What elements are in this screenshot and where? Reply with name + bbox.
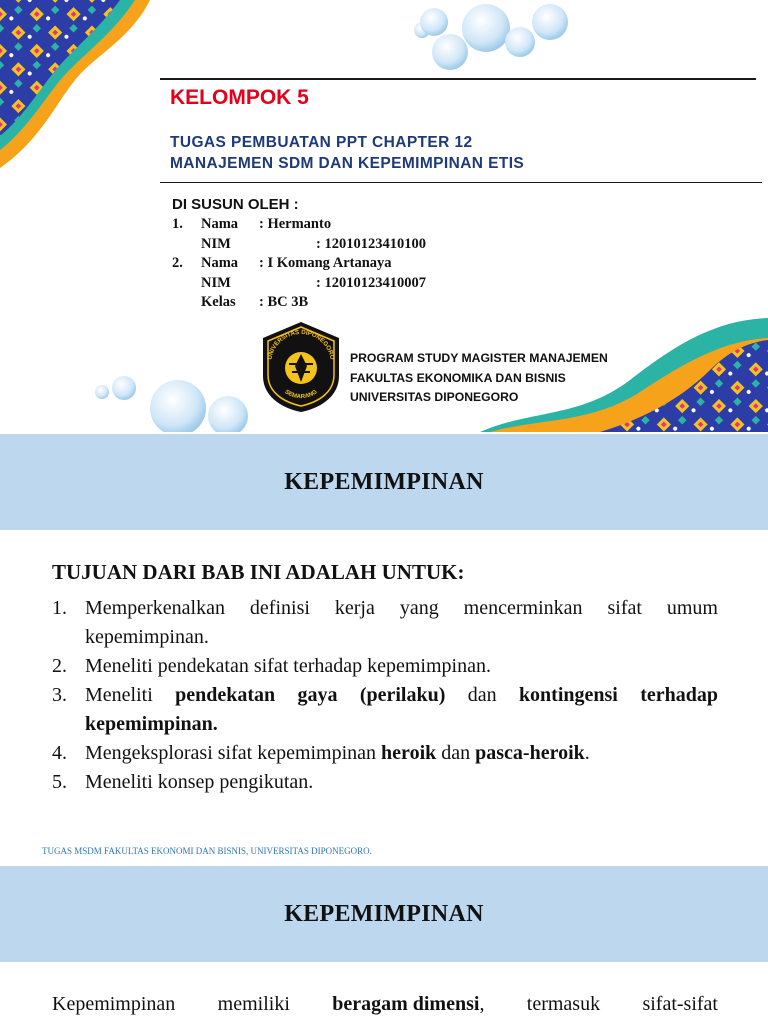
bubbles-top [400,0,600,80]
slide-footer: TUGAS MSDM FAKULTAS EKONOMI DAN BISNIS, UNIVERSITAS DIPONEGORO. [42,846,372,856]
section-band [0,434,768,530]
objective-emphasis: heroik [381,742,437,764]
objective-text: Meneliti [85,684,176,706]
paragraph-word: , [479,993,485,1015]
objective-number: 2. [52,655,67,677]
objective-item [52,681,718,739]
objective-emphasis: pendekatan gaya (perilaku) [175,684,446,706]
section-title: KEPEMIMPINAN [284,468,484,495]
paragraph-word: sifat-sifat [642,993,718,1015]
program-line-2: FAKULTAS EKONOMIKA DAN BISNIS [350,370,566,385]
paragraph-word: Kepemimpinan [52,993,176,1015]
objective-number: 5. [52,771,67,793]
batik-pattern-bottom-right [480,300,768,432]
member-1-nim: : 12010123410100 [316,235,426,252]
objective-text: dan [445,684,519,706]
objective-item [52,594,718,652]
class-label: Kelas [201,294,236,310]
nim-label: NIM [201,274,231,291]
name-label: Nama [201,216,239,232]
objective-number: 3. [52,684,67,706]
batik-pattern-top-left [0,0,190,175]
subtitle-line-1: TUGAS PEMBUATAN PPT CHAPTER 12 [170,134,473,151]
class-value: : BC 3B [259,294,309,310]
objective-text: . [584,742,590,764]
member-number: 1. [172,216,183,232]
objective-number: 1. [52,597,67,619]
program-line-3: UNIVERSITAS DIPONEGORO [350,390,519,404]
objective-item [52,652,718,681]
member-number: 2. [172,255,183,271]
objective-text: Meneliti pendekatan sifat terhadap kepemimpinan. [85,655,491,677]
subtitle-line-2: MANAJEMEN SDM DAN KEPEMIMPINAN ETIS [170,155,525,172]
authored-by-label: DI SUSUN OLEH : [172,196,299,213]
objectives-heading: TUJUAN DARI BAB INI ADALAH UNTUK: [52,560,465,584]
objective-emphasis: kontingensi terhadap kepemimpinan. [85,684,718,735]
objective-text: Mengeksplorasi sifat kepemimpinan [85,742,382,764]
program-line-1: PROGRAM STUDY MAGISTER MANAJEMEN [350,351,608,365]
member-1-name: : Hermanto [259,216,332,232]
paragraph-word: termasuk [526,993,601,1015]
section-band [0,866,768,962]
nim-label: NIM [201,235,231,252]
objective-text: dan [436,742,476,764]
objective-item [52,739,718,768]
svg-text:UNIVERSITAS DIPONEGORO: UNIVERSITAS DIPONEGORO [266,328,336,361]
bubbles-bottom-left [88,370,268,432]
title-slide [0,0,768,432]
svg-text:SEMARANG: SEMARANG [283,389,319,401]
top-rule [160,78,756,80]
group-title: KELOMPOK 5 [170,86,309,109]
middle-rule [160,182,762,183]
objective-text: Meneliti konsep pengikutan. [85,771,314,793]
member-2-nim: : 12010123410007 [316,274,426,291]
paragraph-emphasis: beragam dimensi [332,993,480,1015]
paragraph-phrase [332,990,484,1019]
member-2-name: : I Komang Artanaya [259,255,392,271]
objective-number: 4. [52,742,67,764]
objective-emphasis: pasca-heroik [475,742,585,764]
paragraph-word: memiliki [217,993,290,1015]
name-label: Nama [201,255,239,271]
intro-paragraph [52,990,718,1019]
objective-item [52,768,718,797]
section-title: KEPEMIMPINAN [284,900,484,927]
objective-text: Memperkenalkan definisi kerja yang mencerminkan sifat umum kepemimpinan. [85,597,718,648]
university-logo [259,320,343,414]
objectives-list [52,594,718,797]
